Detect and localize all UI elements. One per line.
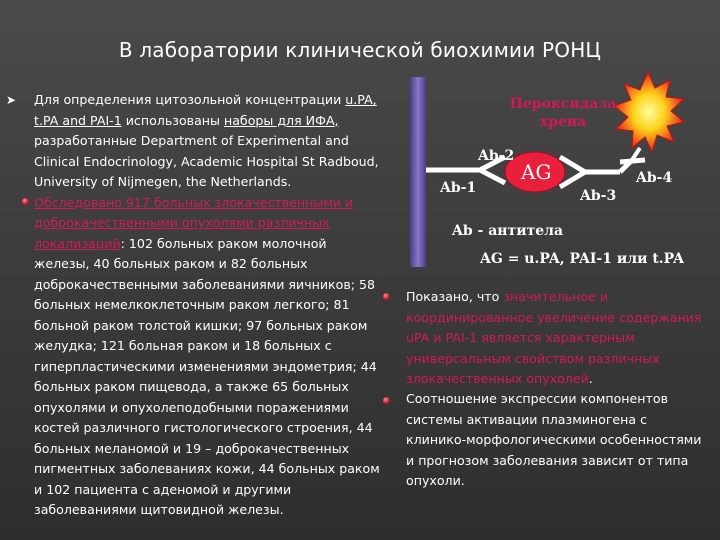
findings-paragraph: Показано, что значительное и координированное увеличение содержания uPA и PAI-1 является характерным универсальным свойством различных злокачественных опухолей. (406, 289, 702, 386)
antibody-4-shape (620, 148, 645, 172)
plate-bar (410, 77, 426, 267)
methods-paragraph: Для определения цитозольной концентрации u.PA, t.PA and PAI-1 использованы наборы для ИФА, разработанные Department of Experimental and Clinical Endocrinology, Academic Hospital St Radboud, University of Nijmegen, the Netherlands. (34, 92, 379, 189)
red-bullet-icon (383, 293, 390, 300)
legend-antigen: AG = u.PA, PAI-1 или t.PA (480, 251, 685, 267)
patients-paragraph: Обследовано 917 больных злокачественными и доброкачественными опухолями различных локализаций: 102 больных раком молочной железы, 40 больных раком и 82 больных доброкачественными заболеваниями яичников; 58 больных немелкоклеточным раком легкого; 81 больной раком толстой кишки; 97 больных раком желудка; 121 больная раком и 18 больных с гиперпластическими изменениями эндометрия; 44 больных раком пищевода, а также 65 больных опухолями и опухолеподобными поражениями костей различного гистологического строения, 44 больных меланомой и 19 – доброкачественных пигментных заболеваниях кожи, 44 больных раком и 102 пациента с аденомой и другими заболеваниями щитовидной железы. (34, 194, 380, 517)
antibody-3-shape (560, 157, 620, 187)
ab4-label: Ab-4 (636, 170, 673, 186)
slide-title: В лаборатории клинической биохимии РОНЦ (118, 38, 602, 62)
ag-label: AG (521, 160, 552, 184)
legend-antibodies: Ab - антитела (452, 223, 564, 239)
ab1-label: Ab-1 (440, 180, 477, 196)
arrow-bullet-icon: ➤ (6, 93, 17, 107)
peroxidase-label: Пероксидаза хрена (509, 96, 617, 130)
ab3-label: Ab-3 (580, 188, 617, 204)
expression-paragraph: Соотношение экспрессии компонентов системы активации плазминогена с клинико-морфологическими особенностями и прогнозом заболевания зависит от типа опухоли. (406, 391, 702, 488)
ab2-label: Ab-2 (478, 148, 515, 164)
peroxidase-burst-icon (614, 72, 684, 152)
red-bullet-icon (383, 397, 390, 404)
